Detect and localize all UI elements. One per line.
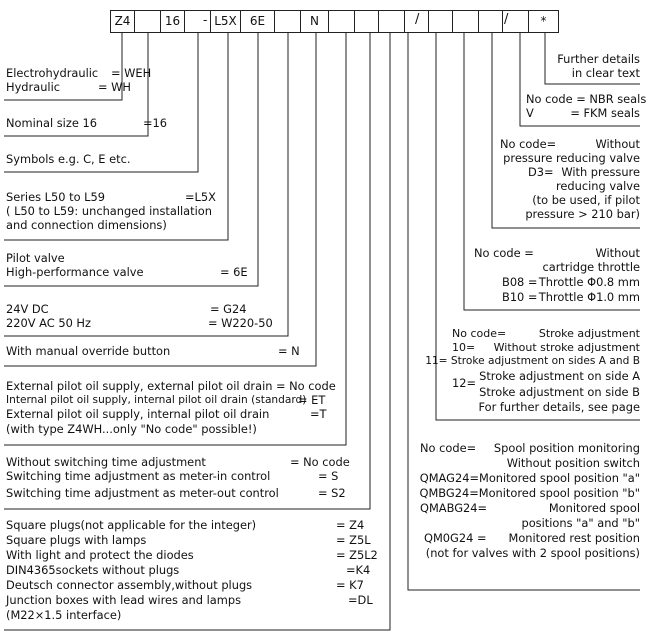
separator-dash: - xyxy=(203,13,208,27)
desc: pressure reducing valve xyxy=(503,151,640,165)
desc: Monitored spool xyxy=(548,501,640,515)
code-cell: * xyxy=(528,10,559,33)
desc: Stroke adjustment on side A xyxy=(479,369,640,383)
code-cell: 16 xyxy=(160,10,185,33)
desc: Without xyxy=(595,137,640,151)
value: = WH xyxy=(98,80,131,94)
desc: QMBG24=Monitored spool position "b" xyxy=(419,486,640,500)
label: No code = NBR seals xyxy=(526,92,647,106)
label: Switching time adjustment as meter-in control xyxy=(6,469,271,483)
label: Series L50 to L59 xyxy=(6,190,106,204)
label: Switching time adjustment as meter-out control xyxy=(6,486,279,500)
label: Deutsch connector assembly,without plugs xyxy=(6,578,253,592)
label: and connection dimensions) xyxy=(6,218,167,232)
label: High-performance valve xyxy=(6,265,144,279)
code: No code= xyxy=(452,327,507,340)
label: Square plugs(not applicable for the integer) xyxy=(6,518,257,532)
value: = W220-50 xyxy=(208,316,273,330)
value: = Z5L2 xyxy=(336,548,378,562)
desc: Throttle Φ0.8 mm xyxy=(538,275,640,289)
label: External pilot oil supply, internal pilot oil drain xyxy=(6,407,270,421)
value: = S xyxy=(318,469,339,483)
value: = No code xyxy=(290,455,350,469)
value: =L5X xyxy=(185,190,216,204)
value: = ET xyxy=(298,393,326,407)
desc: positions "a" and "b" xyxy=(521,516,640,530)
code-cell xyxy=(354,10,379,33)
label: (with type Z4WH...only "No code" possible!) xyxy=(6,422,257,436)
code: 10= xyxy=(452,341,476,354)
desc: Without stroke adjustment xyxy=(493,341,640,354)
desc: (not for valves with 2 spool positions) xyxy=(425,546,640,560)
desc: pressure > 210 bar) xyxy=(525,207,640,221)
value: = S2 xyxy=(318,486,346,500)
code-cell xyxy=(328,10,355,33)
code-cell xyxy=(428,10,453,33)
desc: Stroke adjustment xyxy=(538,327,640,340)
desc: Monitored rest position xyxy=(508,531,640,545)
code-cell: L5X xyxy=(210,10,241,33)
desc: (to be used, if pilot xyxy=(532,193,640,207)
value: =K4 xyxy=(346,563,371,577)
code-cell: 6E xyxy=(240,10,275,33)
label: Internal pilot oil supply, internal pilot oil drain (standard) xyxy=(6,394,307,406)
code-cell xyxy=(134,10,161,33)
label: Nominal size 16 xyxy=(6,116,97,130)
value: = No code xyxy=(276,379,336,393)
desc: Stroke adjustment on side B xyxy=(479,385,640,399)
value: = Z5L xyxy=(336,533,371,547)
value: =DL xyxy=(348,593,373,607)
desc: For further details, see page xyxy=(478,400,640,414)
code: No code= xyxy=(420,441,477,455)
label: ( L50 to L59: unchanged installation xyxy=(6,204,212,218)
label: Further details xyxy=(557,52,640,66)
label: DIN4365sockets without plugs xyxy=(6,563,180,577)
desc: 11= Stroke adjustment on sides A and B xyxy=(425,355,640,367)
label: With light and protect the diodes xyxy=(6,548,194,562)
value: = G24 xyxy=(210,302,247,316)
code: B10 = xyxy=(502,290,538,304)
code: QMABG24= xyxy=(420,501,488,515)
value: = K7 xyxy=(336,578,364,592)
label: Junction boxes with lead wires and lamps xyxy=(6,593,242,607)
label: Pilot valve xyxy=(6,251,65,265)
code: No code = xyxy=(474,246,534,260)
label: (M22×1.5 interface) xyxy=(6,608,122,622)
code: No code= xyxy=(500,137,557,151)
code: B08 = xyxy=(502,275,538,289)
code: 12= xyxy=(452,376,477,390)
label: Square plugs with lamps xyxy=(6,533,147,547)
label: Symbols e.g. C, E etc. xyxy=(6,152,131,166)
desc: Spool position monitoring xyxy=(493,441,640,455)
desc: QMAG24=Monitored spool position "a" xyxy=(419,471,640,485)
label: Hydraulic xyxy=(6,80,61,94)
code-cell xyxy=(378,10,405,33)
code-cell xyxy=(478,10,503,33)
value: = Z4 xyxy=(336,518,365,532)
desc: reducing valve xyxy=(555,179,640,193)
code: QM0G24 = xyxy=(424,531,487,545)
desc: With pressure xyxy=(561,165,640,179)
code-cell: N xyxy=(300,10,329,33)
label: Electrohydraulic xyxy=(6,66,99,80)
label: External pilot oil supply, external pilot oil drain xyxy=(6,379,273,393)
label: in clear text xyxy=(571,66,640,80)
label: With manual override button xyxy=(6,344,171,358)
label: 220V AC 50 Hz xyxy=(6,316,91,330)
code-cell xyxy=(452,10,479,33)
value: =16 xyxy=(143,116,168,130)
label: Without switching time adjustment xyxy=(6,455,206,469)
value: = FKM seals xyxy=(570,106,640,120)
desc: Without position switch xyxy=(506,456,640,470)
value: =T xyxy=(310,407,327,421)
separator-slash-3: / xyxy=(504,12,509,27)
value: = N xyxy=(278,344,300,358)
desc: Throttle Φ1.0 mm xyxy=(538,290,640,304)
desc: Without xyxy=(595,246,640,260)
label: V xyxy=(526,106,534,120)
value: = WEH xyxy=(111,66,152,80)
desc: cartridge throttle xyxy=(542,260,640,274)
separator-slash-1: / xyxy=(415,12,420,27)
value: = 6E xyxy=(220,265,248,279)
code-cell xyxy=(274,10,301,33)
code-cell: Z4 xyxy=(110,10,135,33)
code: D3= xyxy=(528,165,554,179)
label: 24V DC xyxy=(6,302,49,316)
